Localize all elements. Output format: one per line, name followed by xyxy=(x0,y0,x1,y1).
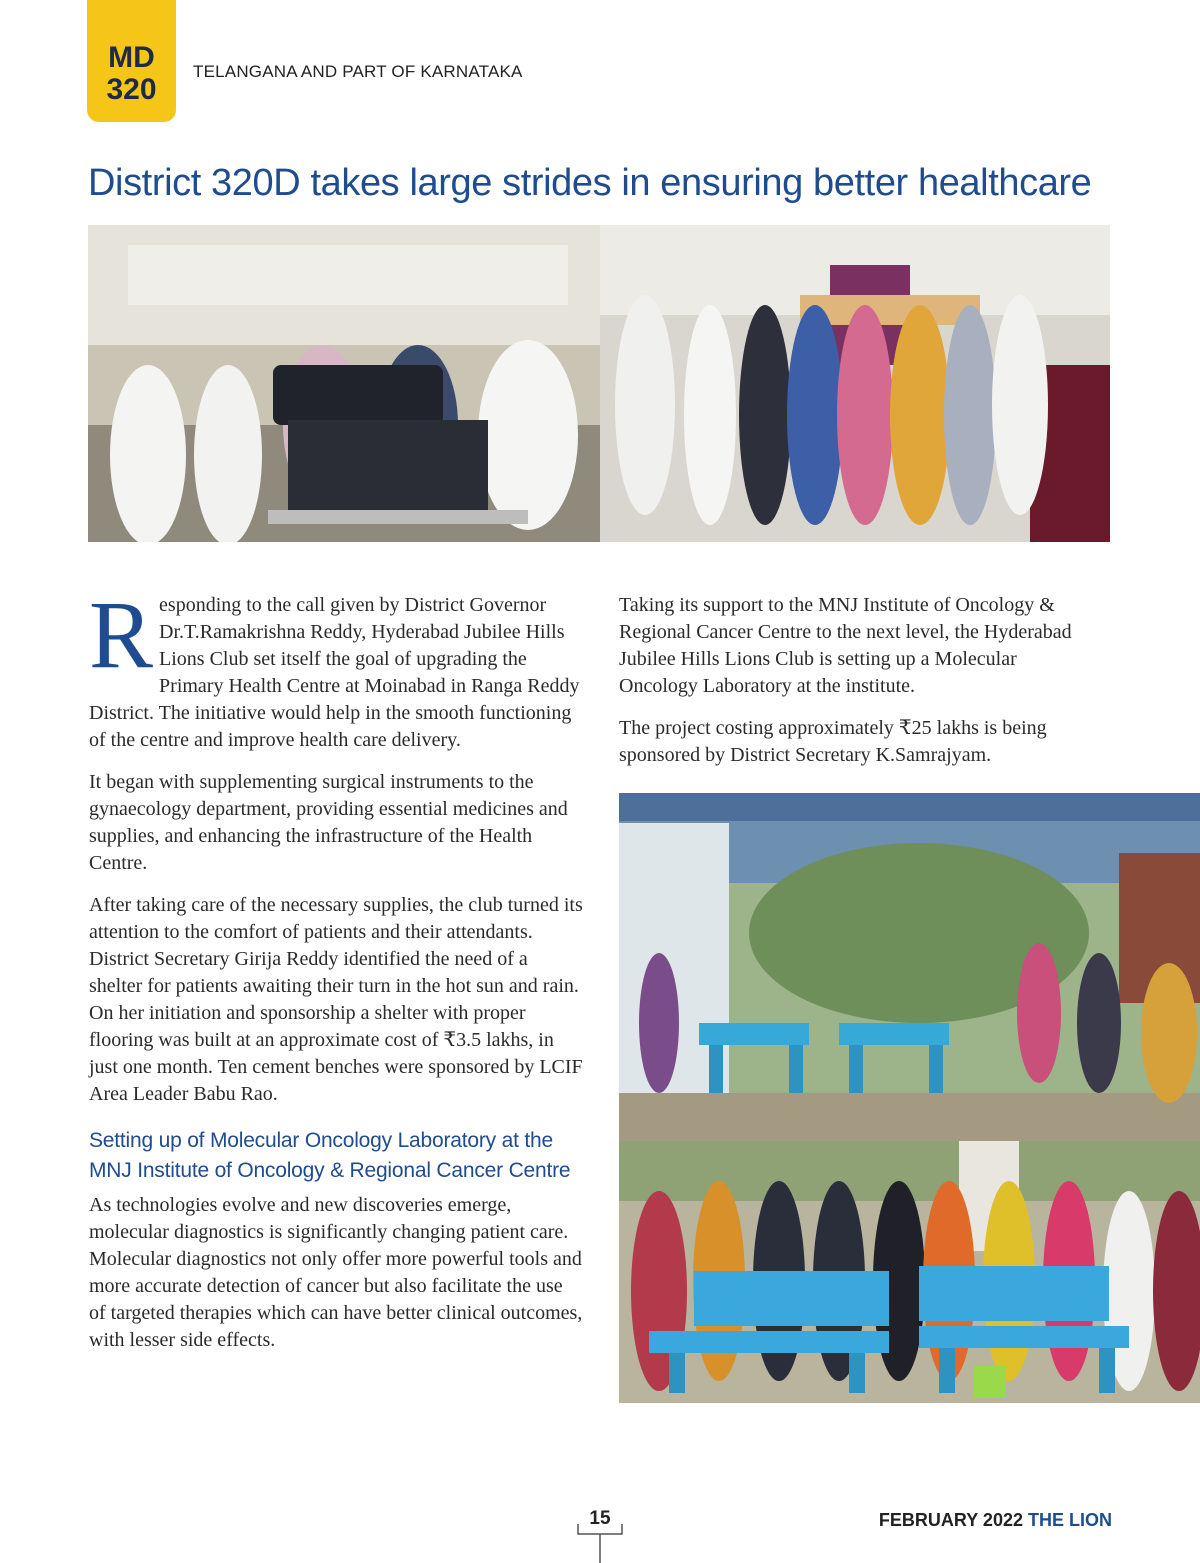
district-tab-line2: 320 xyxy=(106,73,157,106)
photo-donated-benches-group xyxy=(619,1141,1200,1403)
right-paragraph-2: The project costing approximately ₹25 lakhs is being sponsored by District Secretary K.Samrajyam. xyxy=(619,717,1047,766)
photo-group-oncology xyxy=(600,225,1110,542)
dropcap: R xyxy=(89,581,154,688)
footer-magazine: THE LION xyxy=(1028,1510,1112,1530)
photo-shelter-benches xyxy=(619,793,1200,1141)
photo-nurses-supplies xyxy=(88,225,600,542)
page-marker-icon xyxy=(576,1522,624,1563)
footer-date: FEBRUARY 2022 xyxy=(878,1510,1023,1530)
district-tab-line1: MD xyxy=(108,41,155,74)
body-paragraph-2: It began with supplementing surgical instruments to the gynaecology department, providing essential medicines and supplies, and enhancing the infrastructure of the Health Centre. xyxy=(89,771,568,874)
footer-issue xyxy=(879,1510,1112,1531)
intro-text: esponding to the call given by District Governor Dr.T.Ramakrishna Reddy, Hyderabad Jubilee Hills Lions Club set itself the goal of upgrading the Primary Health Centre at Moinabad in Ranga Reddy District. The initiative would help in the smooth functioning of the centre and improve health care delivery. xyxy=(89,594,580,751)
body-paragraph-3: After taking care of the necessary supplies, the club turned its attention to the comfort of patients and their attendants. District Secretary Girija Reddy identified the need of a shelter for patients awaiting their turn in the hot sun and rain. On her initiation and sponsorship a shelter with proper flooring was built at an approximate cost of ₹3.5 lakhs, in just one month. Ten cement benches were sponsored by LCIF Area Leader Babu Rao. xyxy=(89,894,583,1105)
district-tab xyxy=(87,0,176,122)
body-paragraph-4: As technologies evolve and new discoveries emerge, molecular diagnostics is significantly changing patient care. Molecular diagnostics not only offer more powerful tools and more accurate detection of cancer but also facilitate the use of targeted therapies which can have better clinical outcomes, with lesser side effects. xyxy=(89,1194,583,1351)
right-paragraph-1: Taking its support to the MNJ Institute of Oncology & Regional Cancer Centre to the next level, the Hyderabad Jubilee Hills Lions Club is setting up a Molecular Oncology Laboratory at the institute. xyxy=(619,594,1072,697)
intro-paragraph xyxy=(89,581,583,754)
region-label: TELANGANA AND PART OF KARNATAKA xyxy=(193,62,523,81)
page-number: 15 xyxy=(589,1508,611,1529)
left-column xyxy=(89,581,583,1369)
section-subheading: Setting up of Molecular Oncology Laboratory at the MNJ Institute of Oncology & Regional Cancer Centre xyxy=(89,1129,571,1182)
right-column xyxy=(619,592,1099,784)
article-headline: District 320D takes large strides in ensuring better healthcare xyxy=(88,162,1092,204)
